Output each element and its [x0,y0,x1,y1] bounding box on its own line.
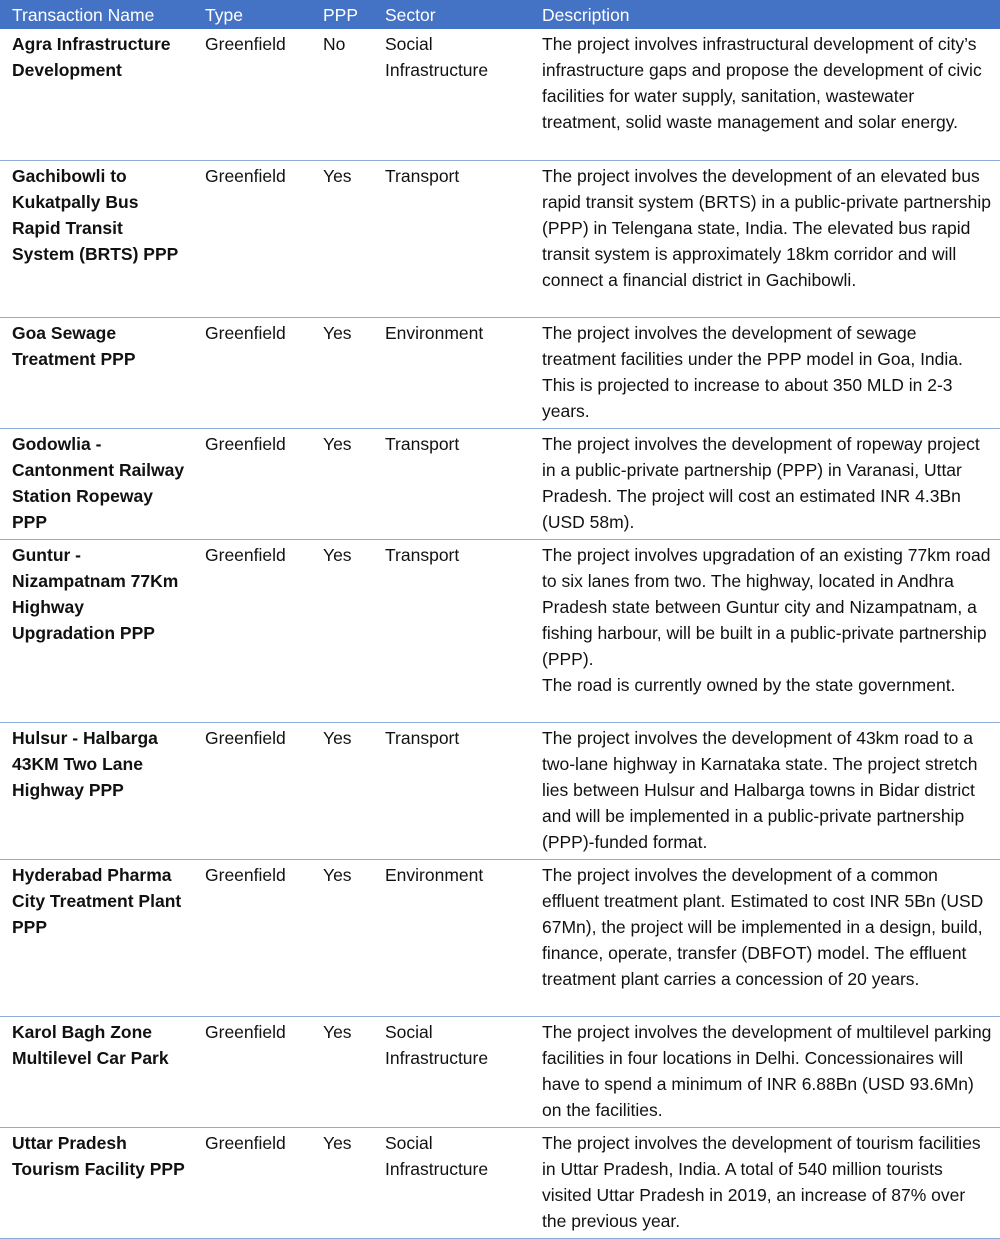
ppp-cell: Yes [311,539,373,722]
ppp-cell: No [311,29,373,160]
header-ppp: PPP [311,0,373,29]
sector-cell: Social Infrastructure [373,29,530,160]
transaction-name-cell: Guntur - Nizampatnam 77Km Highway Upgradation PPP [0,539,193,722]
ppp-cell: Yes [311,160,373,317]
description-cell [530,859,1000,1016]
type-cell: Greenfield [193,1016,311,1127]
transaction-name-cell: Agra Infrastructure Development [0,29,193,160]
description-extra-text: The road is currently owned by the state government. [542,674,956,695]
type-cell: Greenfield [193,29,311,160]
type-cell: Greenfield [193,859,311,1016]
table-row [0,317,1000,428]
transaction-name-cell: Gachibowli to Kukatpally Bus Rapid Transit System (BRTS) PPP [0,160,193,317]
transaction-name-cell: Uttar Pradesh Tourism Facility PPP [0,1127,193,1238]
description-cell [530,428,1000,539]
description-cell [530,160,1000,317]
ppp-cell: Yes [311,317,373,428]
description-text: The project involves the development of tourism facilities in Uttar Pradesh, India. A total of 540 million tourists visited Uttar Pradesh in 2019, an increase of 87% over the previous year. [542,1132,981,1231]
description-cell [530,1016,1000,1127]
table-row [0,428,1000,539]
ppp-cell: Yes [311,859,373,1016]
description-cell [530,539,1000,722]
type-cell: Greenfield [193,1127,311,1238]
transaction-name-cell: Godowlia - Cantonment Railway Station Ropeway PPP [0,428,193,539]
table-row [0,722,1000,859]
description-text: The project involves the development of ropeway project in a public-private partnership (PPP) in Varanasi, Uttar Pradesh. The project will cost an estimated INR 4.3Bn (USD 58m). [542,433,980,532]
table-body [0,29,1000,1238]
header-sector: Sector [373,0,530,29]
transaction-name-cell: Karol Bagh Zone Multilevel Car Park [0,1016,193,1127]
description-text: The project involves the development of 43km road to a two-lane highway in Karnataka state. The project stretch lies between Hulsur and Halbarga towns in Bidar district and will be implemented in a public-private partnership (PPP)-funded format. [542,727,978,852]
description-cell [530,722,1000,859]
description-text: The project involves the development of sewage treatment facilities under the PPP model in Goa, India. This is projected to increase to about 350 MLD in 2-3 years. [542,322,963,421]
type-cell: Greenfield [193,722,311,859]
sector-cell: Transport [373,539,530,722]
ppp-cell: Yes [311,722,373,859]
description-cell [530,317,1000,428]
description-cell [530,29,1000,160]
sector-cell: Transport [373,722,530,859]
header-type: Type [193,0,311,29]
table-row [0,1016,1000,1127]
transaction-name-cell: Goa Sewage Treatment PPP [0,317,193,428]
type-cell: Greenfield [193,160,311,317]
sector-cell: Environment [373,859,530,1016]
sector-cell: Social Infrastructure [373,1016,530,1127]
header-description: Description [530,0,1000,29]
header-row [0,0,1000,29]
description-text: The project involves the development of a common effluent treatment plant. Estimated to cost INR 5Bn (USD 67Mn), the project will be implemented in a design, build, finance, operate, transfer (DBFOT) model. The effluent treatment plant carries a concession of 20 years. [542,864,984,989]
transaction-name-cell: Hyderabad Pharma City Treatment Plant PPP [0,859,193,1016]
description-text: The project involves the development of an elevated bus rapid transit system (BRTS) in a public-private partnership (PPP) in Telengana state, India. The elevated bus rapid transit system is approximately 18km corridor and will connect a financial district in Gachibowli. [542,165,992,290]
table-row [0,160,1000,317]
transaction-name-cell: Hulsur - Halbarga 43KM Two Lane Highway PPP [0,722,193,859]
table-row [0,539,1000,722]
type-cell: Greenfield [193,539,311,722]
description-cell [530,1127,1000,1238]
ppp-cell: Yes [311,1016,373,1127]
table-row [0,1127,1000,1238]
sector-cell: Environment [373,317,530,428]
table-row [0,859,1000,1016]
description-text: The project involves infrastructural development of city’s infrastructure gaps and propose the development of civic facilities for water supply, sanitation, wastewater treatment, solid waste management and solar energy. [542,34,982,132]
type-cell: Greenfield [193,317,311,428]
ppp-cell: Yes [311,428,373,539]
ppp-cell: Yes [311,1127,373,1238]
sector-cell: Social Infrastructure [373,1127,530,1238]
table-row [0,29,1000,160]
type-cell: Greenfield [193,428,311,539]
sector-cell: Transport [373,160,530,317]
header-transaction-name: Transaction Name [0,0,193,29]
table-header [0,0,1000,29]
sector-cell: Transport [373,428,530,539]
description-text: The project involves the development of multilevel parking facilities in four locations in Delhi. Concessionaires will have to spend a minimum of INR 6.88Bn (USD 93.6Mn) on the facilities. [542,1021,992,1120]
description-text: The project involves upgradation of an existing 77km road to six lanes from two. The highway, located in Andhra Pradesh state between Guntur city and Nizampatnam, a fishing harbour, will be built in a public-private partnership (PPP). [542,544,991,669]
